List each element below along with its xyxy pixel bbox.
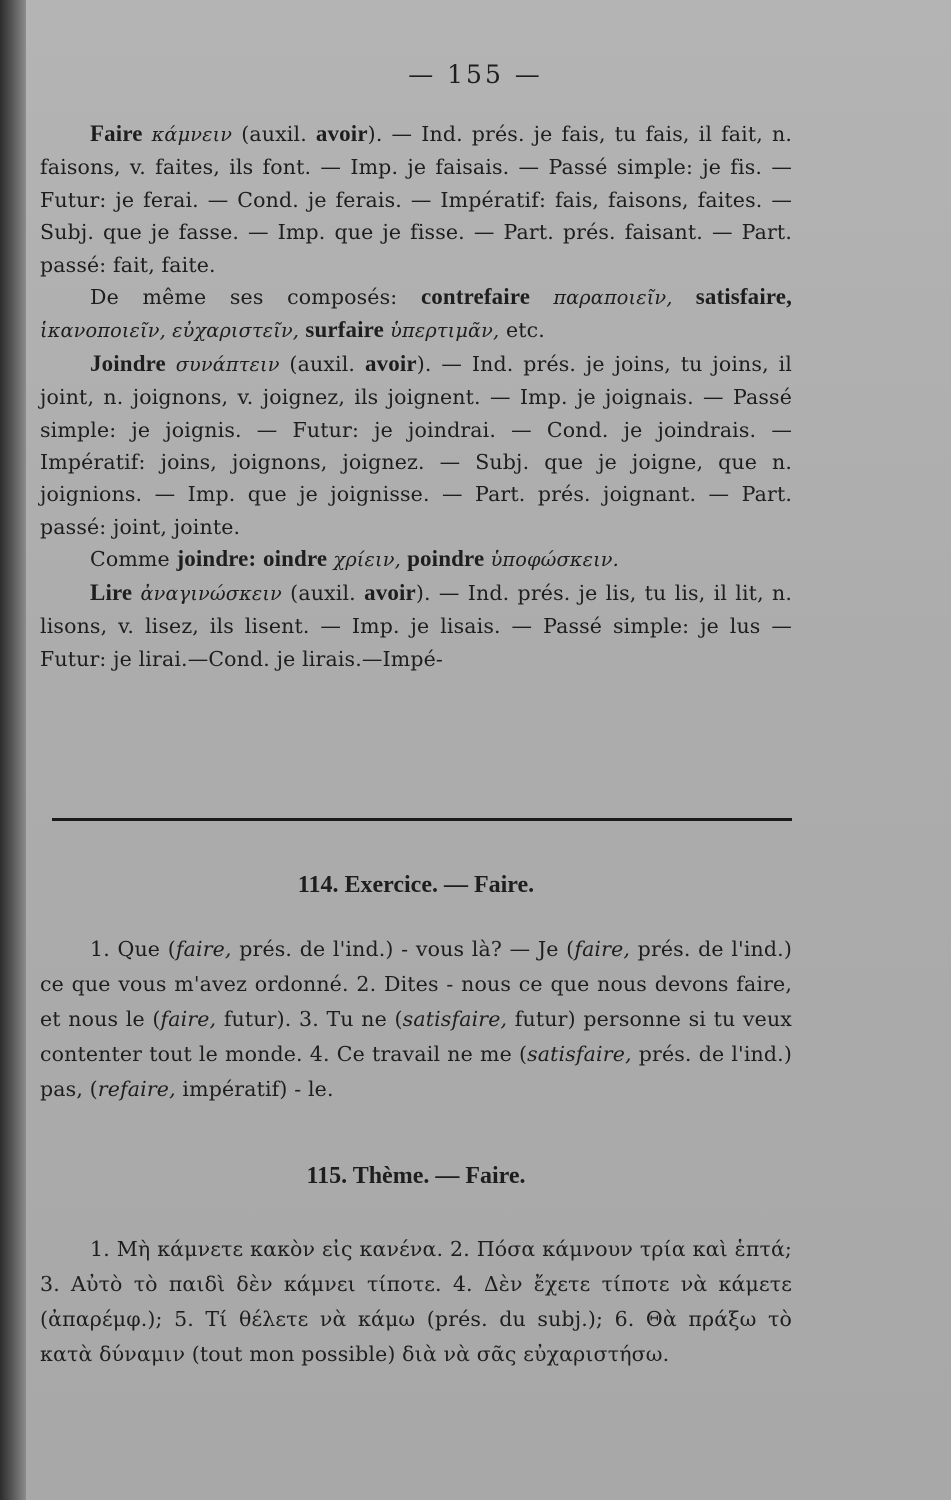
- verb-cue: faire,: [574, 937, 631, 961]
- auxiliary: avoir: [315, 121, 368, 146]
- verb-contrefaire: contrefaire: [420, 284, 531, 310]
- conjugation-forms: — Ind. prés. je lis, tu lis, il lit, n. lisons, v. lisez, ils lisent. — Imp. je lisais. — Passé simple: je lus —Futur: je lirai.—Cond. je lirais.—Impé-: [40, 580, 792, 671]
- verb-surfaire: surfaire: [305, 317, 384, 343]
- greek-gloss: ἀναγινώσκειν: [140, 581, 282, 605]
- verb-cue: faire,: [175, 937, 232, 961]
- section-divider: [52, 818, 792, 821]
- binding-shadow: [0, 0, 26, 1500]
- greek-gloss: κάμνειν: [151, 123, 233, 146]
- exercise-114: [40, 932, 792, 1107]
- verb-cue: satisfaire,: [402, 1007, 508, 1031]
- theme-115-text: 1. Μὴ κάμνετε κακὸν εἰς κανένα. 2. Πόσα κάμνουν τρία καὶ ἑπτά; 3. Αὐτὸ τὸ παιδὶ δὲν κάμνει τίποτε. 4. Δὲν ἔχετε τίποτε νὰ κάμετε (ἀπαρέμφ.); 5. Τί θέλετε νὰ κάμω (prés. du subj.); 6. Θὰ πράξω τὸ κατὰ δύναμιν (tout mon possible) διὰ νὰ σᾶς εὐχαριστήσω.: [40, 1237, 792, 1366]
- faire-conjugation: Faire κάμνειν (auxil. avoir). — Ind. prés. je fais, tu fais, il fait, n. faisons, v. faites, ils font. — Imp. je faisais. — Passé simple: je fis. — Futur: je ferai. — Cond. je ferais. — Impératif: fais, faisons, faites. — Subj. que je fasse. — Imp. que je fisse. — Part. prés. faisant. — Part. passé: fait, faite.: [40, 121, 792, 277]
- comme-line: Comme joindre: oindre χρίειν, poindre ὑποφώσκειν.: [90, 546, 619, 572]
- conjugation-forms: — Ind. prés. je fais, tu fais, il fait, n. faisons, v. faites, ils font. — Imp. je faisais. — Passé simple: je fis. — Futur: je ferai. — Cond. je ferais. — Impératif: fais, faisons, faites. — Subj. que je fasse. — Imp. que je fisse. — Part. prés. faisant. — Part. passé: fait, faite.: [40, 122, 792, 277]
- verb-satisfaire: satisfaire,: [695, 284, 792, 310]
- verb-faire: Faire: [90, 121, 143, 146]
- exercise-text: impératif) - le.: [175, 1077, 334, 1101]
- verb-cue: satisfaire,: [527, 1042, 632, 1066]
- exercise-114-heading: 114. Exercice. — Faire.: [297, 872, 535, 898]
- auxiliary: avoir: [364, 350, 417, 376]
- exercise-text: prés. de l'ind.) pas, (: [40, 1042, 792, 1101]
- lire-conjugation: Lire ἀναγινώσκειν (auxil. avoir). — Ind. prés. je lis, tu lis, il lit, n. lisons, v. lisez, ils lisent. — Imp. je lisais. — Passé simple: je lus —Futur: je lirai.—Cond. je lirais.—Impé-: [40, 579, 792, 671]
- greek-gloss: συνάπτειν: [175, 352, 280, 376]
- grammar-section: [40, 118, 792, 675]
- theme-115: [40, 1232, 792, 1372]
- verb-oindre: oindre: [262, 546, 328, 572]
- exercise-text: 1. Que (: [90, 937, 176, 961]
- auxiliary: avoir: [364, 579, 416, 605]
- joindre-conjugation: Joindre συνάπτειν (auxil. avoir). — Ind. prés. je joins, tu joins, il joint, n. joignons, v. joignez, ils joignent. — Imp. je joignais. — Passé simple: je joignis. — Futur: je joindrai. — Cond. je joindrais. — Impératif: joins, joignons, joignez. — Subj. que je joigne, que n. joignions. — Imp. que je joignisse. — Part. prés. joignant. — Part. passé: joint, jointe.: [40, 350, 792, 539]
- exercise-text: prés. de l'ind.) ce que vous m'avez ordonné. 2. Dites - nous ce que nous devons faire, et nous le (: [40, 937, 792, 1031]
- theme-115-heading: 115. Thème. — Faire.: [306, 1163, 526, 1189]
- verb-joindre-ref: joindre:: [176, 546, 257, 572]
- verb-lire: Lire: [90, 579, 133, 605]
- verb-joindre: Joindre: [90, 350, 166, 376]
- verb-cue: faire,: [160, 1007, 217, 1031]
- exercise-114-text: [40, 932, 792, 1107]
- exercise-text: prés. de l'ind.) - vous là? — Je (: [231, 937, 575, 961]
- exercise-text: futur) personne si tu veux contenter tout le monde. 4. Ce travail ne me (: [40, 1007, 793, 1066]
- conjugation-forms: — Ind. prés. je joins, tu joins, il joint, n. joignons, v. joignez, ils joignent. — Imp. je joignais. — Passé simple: je joignis. — Futur: je joindrai. — Cond. je joindrais. — Impératif: joins, joignons, joignez. — Subj. que je joigne, que n. joignions. — Imp. que je joignisse. — Part. prés. joignant. — Part. passé: joint, jointe.: [40, 351, 792, 539]
- exercise-text: futur). 3. Tu ne (: [216, 1007, 403, 1031]
- verb-cue: refaire,: [97, 1077, 176, 1101]
- verb-poindre: poindre: [407, 546, 485, 572]
- page-number: — 155 —: [408, 60, 543, 89]
- compounds-line: De même ses composés: contrefaire παραποιεῖν, satisfaire, ἱκανοποιεῖν, εὐχαριστεῖν, surfaire ὑπερτιμᾶν, etc.: [40, 284, 792, 343]
